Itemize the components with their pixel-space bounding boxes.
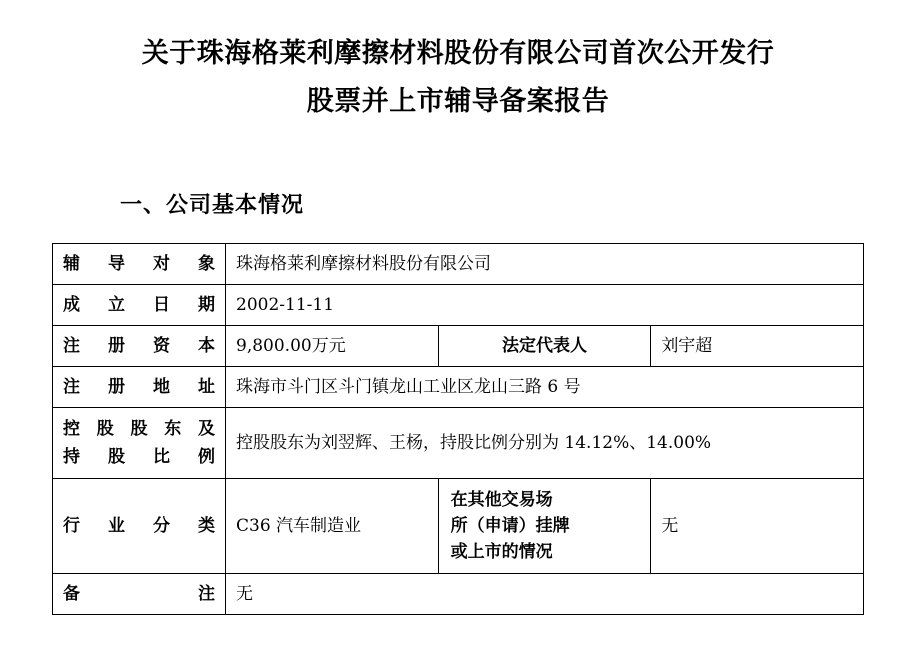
row-label-remarks: 备注 [53,574,226,615]
section-heading: 一、公司基本情况 [120,193,305,218]
row-value-advisory-target: 珠海格莱利摩擦材料股份有限公司 [226,244,864,285]
row-label-registered-capital: 注册资本 [53,326,226,367]
row-label-controlling-shareholder-line-1: 控股股东及 [63,419,215,439]
row-label-industry-classification: 行业分类 [53,479,226,574]
table-row [53,285,864,326]
page-title [0,0,916,126]
table-row [53,326,864,367]
table-row [53,367,864,408]
row-label-other-listing-status-line-1: 在其他交易场 [450,490,553,510]
row-value-remarks: 无 [226,574,864,615]
row-value-industry-classification: C36 汽车制造业 [226,479,439,574]
row-label-other-listing-status-line-2: 所（申请）挂牌 [450,516,570,536]
row-label-establish-date: 成立日期 [53,285,226,326]
row-label-advisory-target: 辅导对象 [53,244,226,285]
table-row [53,408,864,479]
table-row [53,479,864,574]
row-value-other-listing-status: 无 [651,479,864,574]
row-label-controlling-shareholder-line-2: 持股比例 [63,447,215,467]
row-value-registered-capital: 9,800.00万元 [226,326,439,367]
row-label-other-listing-status-line-3: 或上市的情况 [450,542,553,562]
row-value-registered-address: 珠海市斗门区斗门镇龙山工业区龙山三路 6 号 [226,367,864,408]
company-info-table [52,243,864,615]
table-row [53,244,864,285]
row-value-establish-date: 2002-11-11 [226,285,864,326]
row-value-legal-representative: 刘宇超 [651,326,864,367]
row-value-controlling-shareholder: 控股股东为刘翌辉、王杨，持股比例分别为 14.12%、14.00% [226,408,864,479]
row-label-other-listing-status [438,479,651,574]
page-title-line-1: 关于珠海格莱利摩擦材料股份有限公司首次公开发行 [141,38,775,69]
table-row [53,574,864,615]
row-label-legal-representative: 法定代表人 [438,326,651,367]
row-label-controlling-shareholder [53,408,226,479]
company-info-table-wrap [0,219,916,615]
row-label-registered-address: 注册地址 [53,367,226,408]
page-title-line-2: 股票并上市辅导备案报告 [306,86,610,117]
